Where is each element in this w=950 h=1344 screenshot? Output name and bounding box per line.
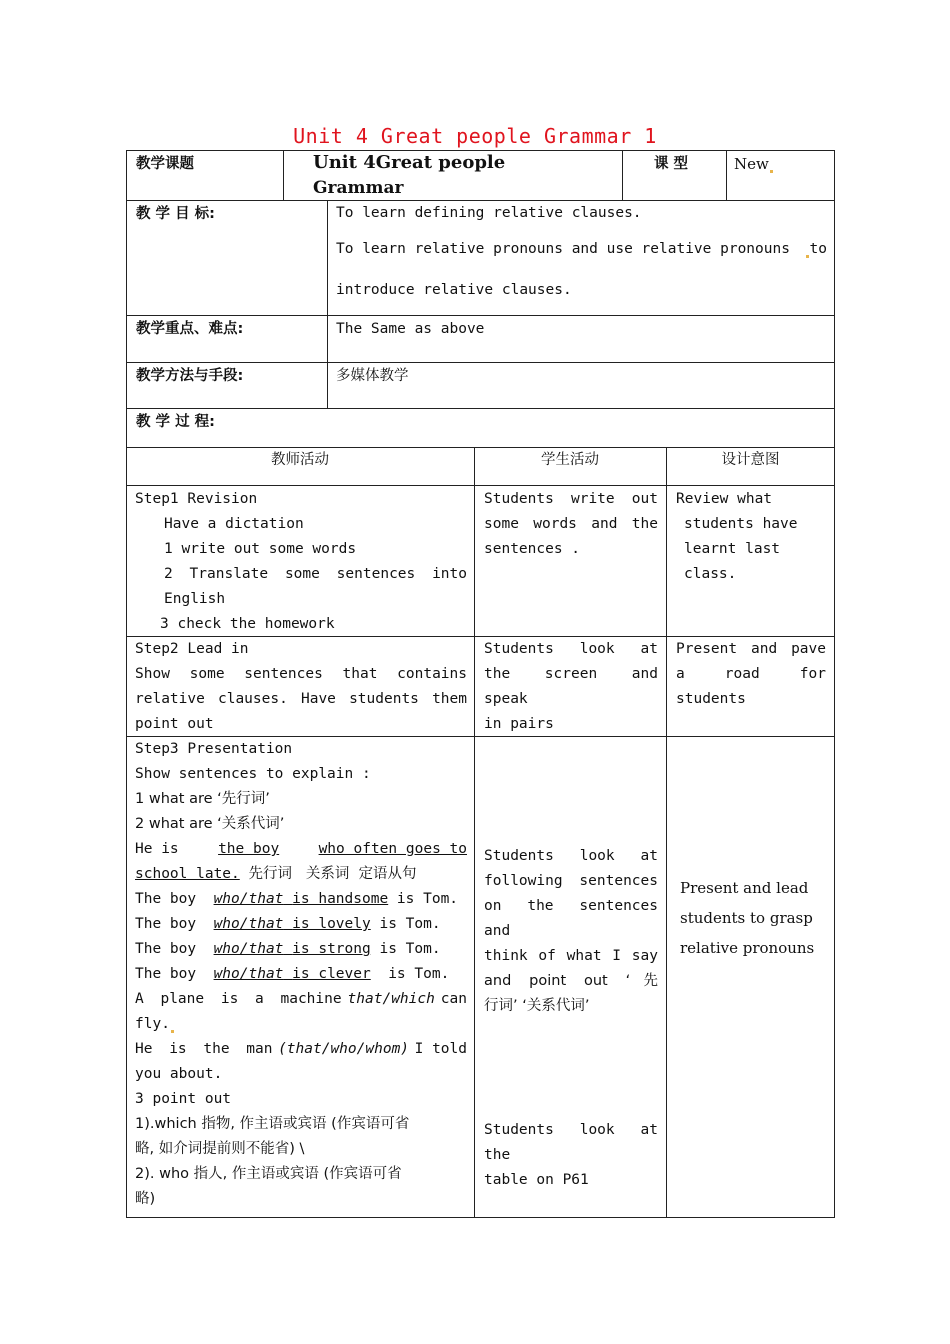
step1-student: Students write out some words and the sentences . bbox=[484, 491, 658, 557]
topic-value bbox=[313, 150, 618, 201]
column-student: 学生活动 bbox=[541, 452, 599, 468]
step3-student-1: Students look at following sentences on the sentences and think of what I say and point out ‘先 行词’ ‘关系代词’ bbox=[484, 848, 658, 1014]
step3-student-2: Students look at the table on P61 bbox=[484, 1122, 658, 1188]
goals-line-1: To learn defining relative clauses. bbox=[336, 205, 642, 221]
column-teacher: 教师活动 bbox=[271, 452, 329, 468]
step2-teacher: Step2 Lead in Show some sentences that contains relative clauses. Have students them point out bbox=[135, 641, 467, 732]
step2-student: Students look at the screen and speak in pairs bbox=[484, 641, 658, 732]
step3-design: Present and lead students to grasp relative pronouns bbox=[680, 879, 815, 957]
goals-line-3: introduce relative clauses. bbox=[336, 282, 572, 298]
step1-teacher: Step1 Revision Have a dictation 1 write out some words 2 Translate some sentences into English 3 check the homework bbox=[135, 491, 467, 632]
methods-label: 教学方法与手段: bbox=[136, 368, 244, 384]
type-label: 课 型 bbox=[654, 156, 689, 172]
topic-value-grammar: Grammar bbox=[313, 178, 404, 198]
key-points-label: 教学重点、难点: bbox=[136, 321, 244, 337]
step3-teacher: Step3 Presentation Show sentences to explain : 1 what are ‘先行词’ 2 what are ‘关系代词’ He is the boy who often goes to school late. 先行词 关系词 定语从句 The boy who/that is handsome is Tom. The boy who/that is lovely is Tom. The boy who/that is strong is Tom. The boy who/that is clever is Tom. A plane is a machine that/which can fly. He is the man (that/who/whom) I told you about. 3 point out 1).which 指物, 作主语或宾语 (作宾语可省 略, 如介词提前则不能省) \ 2). who 指人, 作主语或宾语 (作宾语可省 略) bbox=[135, 741, 467, 1207]
step1-design: Review what students have learnt last class. bbox=[676, 491, 798, 582]
type-value: New bbox=[734, 152, 774, 177]
topic-value-unit: Unit 4Great people bbox=[313, 152, 506, 173]
topic-label: 教学课题 bbox=[136, 156, 194, 172]
goals-line-2: To learn relative pronouns and use relative pronouns to bbox=[336, 241, 827, 257]
document-title: Unit 4 Great people Grammar 1 bbox=[293, 124, 657, 148]
step2-design: Present and pave a road for students bbox=[676, 641, 826, 707]
key-points-value: The Same as above bbox=[336, 321, 485, 337]
goals-label: 教 学 目 标: bbox=[136, 206, 215, 222]
process-label: 教 学 过 程: bbox=[136, 414, 215, 430]
methods-value: 多媒体教学 bbox=[336, 368, 409, 384]
column-design: 设计意图 bbox=[721, 452, 780, 468]
